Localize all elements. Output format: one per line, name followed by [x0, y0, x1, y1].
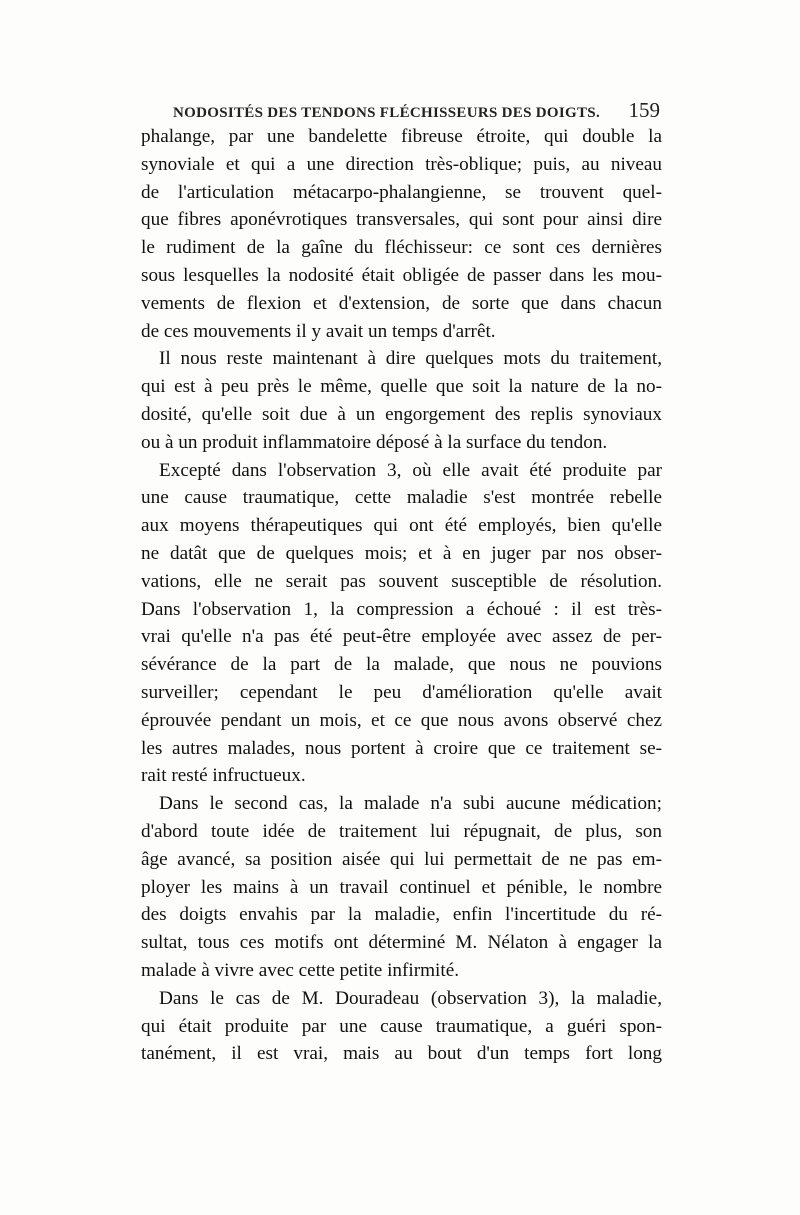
- text-line: vements de flexion et d'extension, de sorte que dans chacun: [141, 292, 662, 314]
- text-line: Dans le second cas, la malade n'a subi aucune médication;: [159, 793, 662, 815]
- text-line: rait resté infructueux.: [141, 765, 306, 787]
- text-line: que fibres aponévrotiques transversales, qui sont pour ainsi dire: [141, 209, 662, 231]
- text-line: de ces mouvements il y avait un temps d'arrêt.: [141, 320, 496, 342]
- paragraph-1: [141, 123, 662, 345]
- text-line: des doigts envahis par la maladie, enfin l'incertitude du ré-: [141, 904, 662, 926]
- text-line: qui était produite par une cause traumatique, a guéri spon-: [141, 1015, 662, 1037]
- running-head: [173, 98, 660, 120]
- text-line: dosité, qu'elle soit due à un engorgement des replis synoviaux: [141, 403, 662, 425]
- text-line: ou à un produit inflammatoire déposé à la surface du tendon.: [141, 431, 608, 453]
- text-line: Dans l'observation 1, la compression a échoué : il est très-: [141, 598, 662, 620]
- text-line: Il nous reste maintenant à dire quelques mots du traitement,: [159, 348, 662, 370]
- text-line: vrai qu'elle n'a pas été peut-être employée avec assez de per-: [141, 626, 662, 648]
- paragraph-5: [141, 985, 662, 1068]
- text-line: ne datât que de quelques mois; et à en juger par nos obser-: [141, 542, 662, 564]
- text-line: de l'articulation métacarpo-phalangienne, se trouvent quel-: [141, 181, 662, 203]
- text-line: malade à vivre avec cette petite infirmité.: [141, 959, 460, 981]
- text-line: les autres malades, nous portent à croire que ce traitement se-: [141, 737, 662, 759]
- text-line: sultat, tous ces motifs ont déterminé M. Nélaton à engager la: [141, 932, 662, 954]
- running-title: NODOSITÉS DES TENDONS FLÉCHISSEURS DES DOIGTS.: [173, 105, 600, 121]
- text-line: sous lesquelles la nodosité était obligée de passer dans les mou-: [141, 264, 662, 286]
- paragraph-2: [141, 345, 662, 456]
- text-line: le rudiment de la gaîne du fléchisseur: ce sont ces dernières: [141, 237, 662, 259]
- text-line: une cause traumatique, cette maladie s'est montrée rebelle: [141, 487, 662, 509]
- text-line: qui est à peu près le même, quelle que soit la nature de la no-: [141, 376, 662, 398]
- text-line: sévérance de la part de la malade, que nous ne pouvions: [141, 654, 662, 676]
- text-line: âge avancé, sa position aisée qui lui permettait de ne pas em-: [141, 848, 662, 870]
- text-line: d'abord toute idée de traitement lui répugnait, de plus, son: [141, 820, 662, 842]
- text-line: Dans le cas de M. Douradeau (observation 3), la maladie,: [159, 987, 662, 1009]
- page-number: 159: [628, 98, 660, 122]
- text-line: phalange, par une bandelette fibreuse étroite, qui double la: [141, 126, 662, 147]
- text-line: tanément, il est vrai, mais au bout d'un temps fort long: [141, 1043, 662, 1065]
- body-text: [141, 123, 662, 1068]
- paragraph-4: [141, 790, 662, 985]
- text-line: éprouvée pendant un mois, et ce que nous avons observé chez: [141, 709, 662, 731]
- text-line: vations, elle ne serait pas souvent susceptible de résolution.: [141, 570, 662, 592]
- text-line: Excepté dans l'observation 3, où elle avait été produite par: [159, 459, 662, 481]
- text-line: surveiller; cependant le peu d'amélioration qu'elle avait: [141, 681, 662, 703]
- paragraph-3: [141, 457, 662, 791]
- text-line: synoviale et qui a une direction très-oblique; puis, au niveau: [141, 153, 662, 175]
- text-line: ployer les mains à un travail continuel et pénible, le nombre: [141, 876, 662, 898]
- text-line: aux moyens thérapeutiques qui ont été employés, bien qu'elle: [141, 515, 662, 537]
